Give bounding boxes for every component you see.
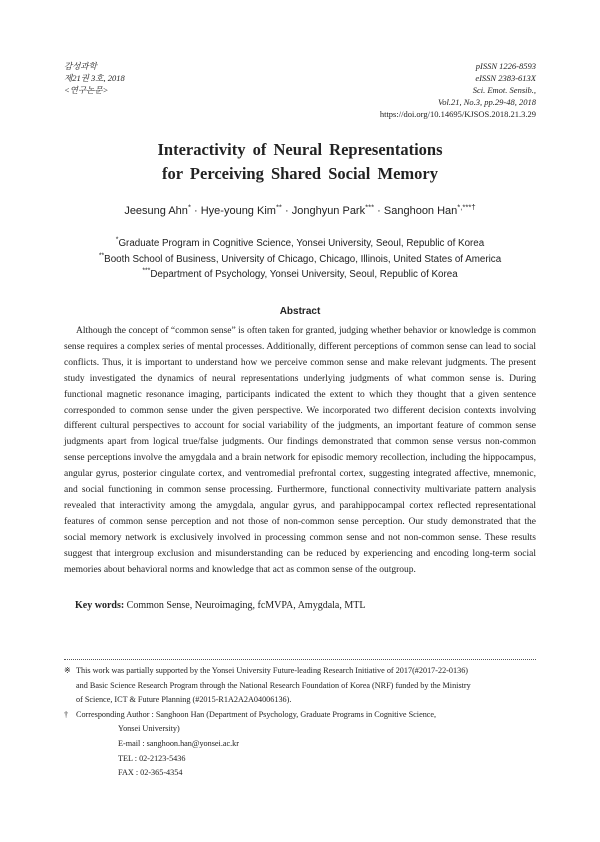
author-mark: * (187, 202, 191, 212)
affiliation-text: Department of Psychology, Yonsei University, Seoul, Republic of Korea (150, 269, 458, 280)
affiliation (0, 252, 600, 268)
author-separator: · (194, 205, 198, 217)
funding-note (64, 664, 544, 708)
affiliation-list (0, 236, 600, 283)
journal-header-left (64, 60, 125, 96)
title-line-1: Interactivity of Neural Representations (157, 140, 443, 159)
corresponding-line: Yonsei University) (118, 724, 180, 734)
author-mark: *,***† (457, 202, 476, 212)
affiliation-text: Graduate Program in Cognitive Science, Yonsei University, Seoul, Republic of Korea (118, 238, 485, 249)
pissn: pISSN 1226-8593 (475, 61, 536, 71)
article-type-kr: <연구논문> (64, 85, 109, 95)
corresponding-tel: TEL : 02-2123-5436 (118, 753, 186, 763)
keywords (75, 600, 365, 611)
corresponding-mark: † (64, 709, 69, 719)
funding-line: This work was partially supported by the Yonsei University Future-leading Research Initiative of 2017(#2017-22-0136) (76, 666, 469, 675)
author-name: Jeesung Ahn (124, 205, 188, 217)
keywords-value: Common Sense, Neuroimaging, fcMVPA, Amygdala, MTL (126, 600, 366, 611)
author-name: Sanghoon Han (383, 205, 458, 217)
footnotes (64, 664, 544, 781)
funding-line: of Science, ICT & Future Planning (#2015-R1A2A2A04006136). (76, 695, 292, 705)
affiliation-mark: *** (142, 267, 151, 275)
paper-title (0, 138, 600, 186)
journal-abbreviation: Sci. Emot. Sensib., (472, 85, 536, 95)
author-mark: *** (365, 202, 375, 212)
author-mark: ** (275, 202, 282, 212)
affiliation-mark: ** (98, 252, 105, 260)
author-separator: · (284, 205, 289, 217)
author-separator: · (377, 205, 381, 217)
affiliation (0, 267, 600, 283)
abstract-body: Although the concept of “common sense” is often taken for granted, judging whether behavior or knowledge is common sense requires a complex series of mental processes. Additionally, different perceptions of common sense can lead to social conflicts. Thus, it is important to understand how we perceive common sense and make relevant judgments. The present study investigated the dynamics of neural representations underlying judgments of what common sense is. During functional magnetic resonance imaging, participants indicated the extent to which they thought that a given sentence corresponded to common sense under the given perspective. We incorporated two different decision contexts involving different cultural perspectives to account for social variability of the judgments, an important feature of common sense judgments apart from logical true/false judgments. Our findings demonstrated that common sense versus non-common sense perceptions involve the amygdala and a brain network for episodic memory recollection, including the hippocampus, angular gyrus, posterior cingulate cortex, and ventromedial prefrontal cortex, suggesting integrated affective, mnemonic, and social functioning in common sense processing. Furthermore, functional connectivity multivariate pattern analysis revealed that interactivity among the amygdala, angular gyrus, and parahippocampal cortex reflected representational features of common sense perception and not those of non-common sense perception. Our study demonstrated that the social memory network is exclusively involved in processing common sense and not non-common sense. These results suggest that intergroup exclusion and misunderstanding can be reduced by experiencing and encoding long-term social memories about behavioral norms and knowledge that act as common sense of the outgroup. (64, 326, 536, 575)
journal-header-right (380, 60, 536, 120)
corresponding-line: Corresponding Author : Sanghoon Han (Department of Psychology, Graduate Programs in Cognitive Science, (76, 709, 437, 719)
author-name: Hye-young Kim (200, 205, 276, 217)
affiliation-mark: * (115, 236, 119, 244)
keywords-label: Key words: (75, 600, 125, 611)
affiliation-text: Booth School of Business, University of Chicago, Chicago, Illinois, United States of America (104, 253, 502, 265)
volume-kr: 제21권 3호, 2018 (64, 73, 125, 83)
funding-mark: ※ (64, 666, 71, 675)
corresponding-author-note (64, 708, 544, 781)
title-line-2: for Perceiving Shared Social Memory (162, 164, 438, 183)
abstract-heading: Abstract (279, 306, 321, 317)
journal-name-kr: 감성과학 (64, 61, 97, 71)
eissn: eISSN 2383-613X (475, 73, 536, 83)
doi-link[interactable]: https://doi.org/10.14695/KJSOS.2018.21.3.29 (379, 109, 536, 119)
corresponding-email[interactable]: E-mail : sanghoon.han@yonsei.ac.kr (118, 738, 239, 748)
volume-info: Vol.21, No.3, pp.29-48, 2018 (438, 97, 536, 107)
affiliation (0, 236, 600, 252)
author-name: Jonghyun Park (291, 205, 366, 217)
funding-line: and Basic Science Research Program through the National Research Foundation of Korea (NRF) funded by the Ministry (76, 680, 471, 690)
author-list (0, 202, 600, 217)
footnote-divider (64, 659, 536, 660)
corresponding-fax: FAX : 02-365-4354 (118, 768, 183, 778)
